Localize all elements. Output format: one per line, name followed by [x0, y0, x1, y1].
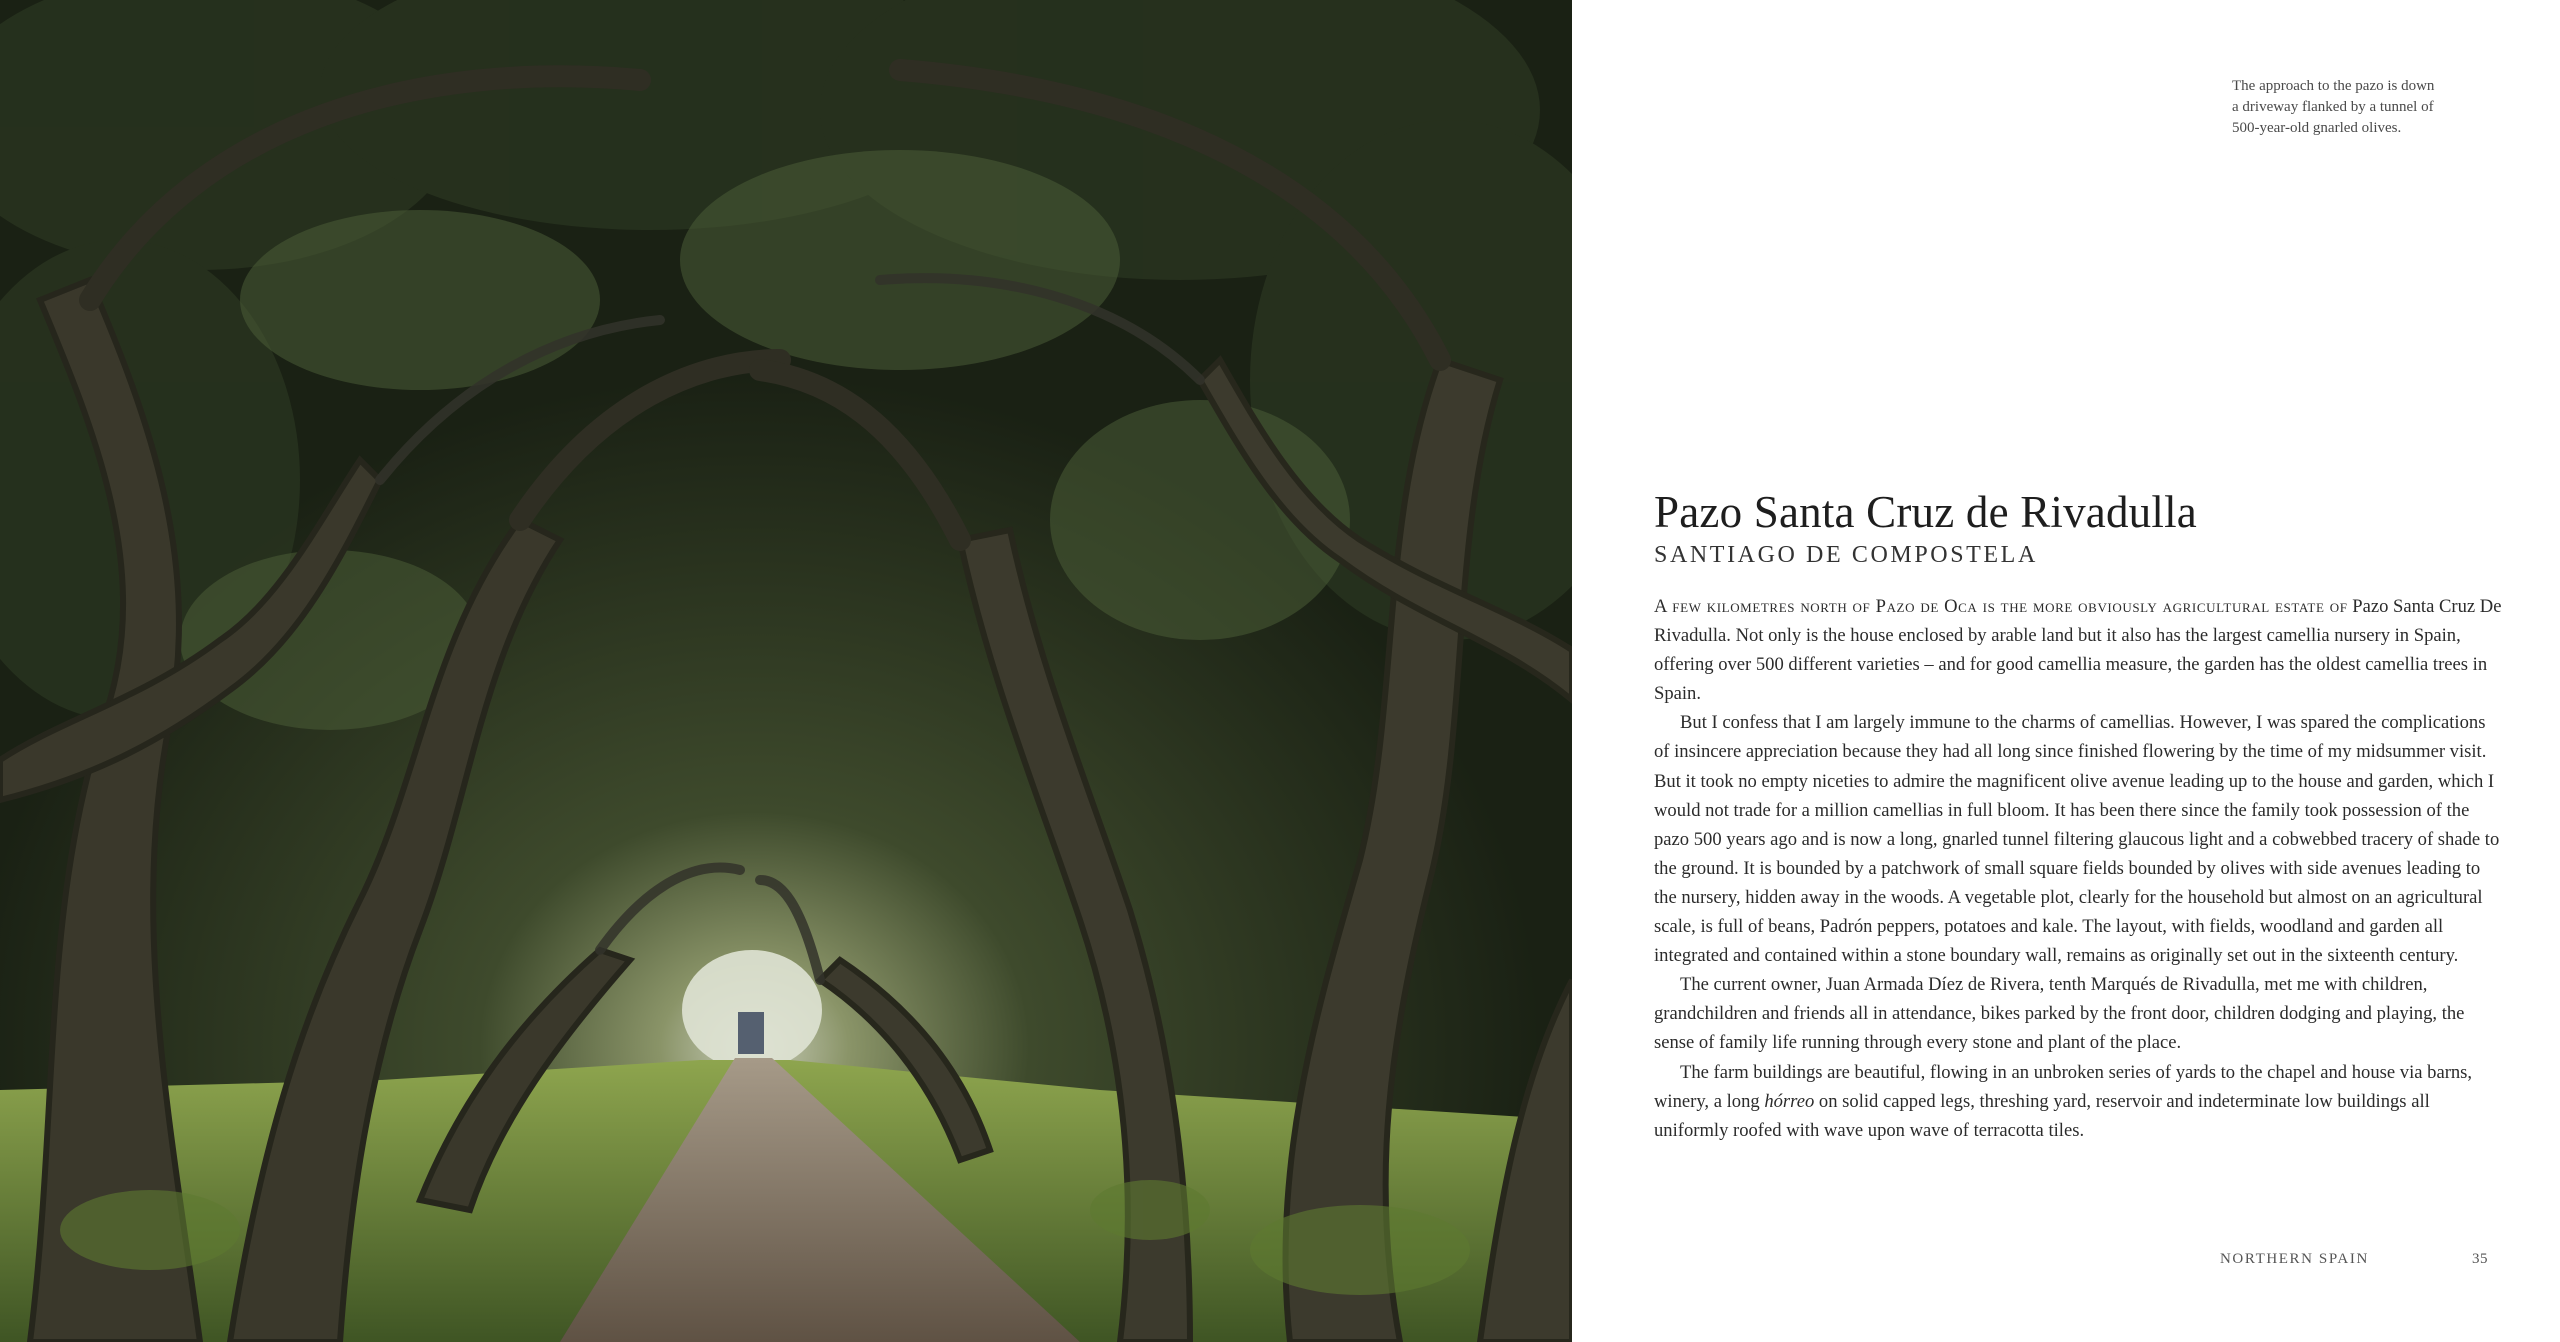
paragraph-1: [1654, 592, 2502, 708]
heading-block: [1654, 486, 2514, 570]
paragraph-text: Pazo Santa Cruz De Rivadulla. Not only is the house enclosed by arable land but it also has the largest camellia nursery in Spain, offering over 500 different varieties – and for good camellia measure, the garden has the oldest camellia trees in Spain.: [1654, 596, 2502, 705]
caption-line: a driveway flanked by a tunnel of: [2232, 99, 2434, 115]
text-page: [1572, 0, 2560, 1342]
italic-term: hórreo: [1764, 1090, 1815, 1112]
article-body: [1654, 592, 2502, 1145]
page-number: 35: [2472, 1251, 2488, 1267]
article-subtitle: SANTIAGO DE COMPOSTELA: [1654, 542, 2038, 568]
paragraph-lead-in: A few kilometres north of Pazo de Oca is the more obviously agricultural estate of: [1654, 596, 2348, 617]
paragraph-text: The farm buildings are beautiful, flowing in an unbroken series of yards to the chapel and house via barns, winery, a long: [1654, 1061, 2473, 1112]
paragraph-4: [1654, 1058, 2502, 1145]
caption-line: The approach to the pazo is down: [2232, 78, 2435, 94]
article-title: Pazo Santa Cruz de Rivadulla: [1654, 487, 2197, 537]
caption-line: 500-year-old gnarled olives.: [2232, 120, 2402, 136]
running-footer-section: NORTHERN SPAIN: [2220, 1251, 2369, 1267]
photo-caption: [2232, 76, 2502, 139]
paragraph-2: But I confess that I am largely immune to the charms of camellias. However, I was spared the complications of insincere appreciation because they had all long since finished flowering by the time of my midsummer visit. But it took no empty niceties to admire the magnificent olive avenue leading up to the house and garden, which I would not trade for a million camellias in full bloom. It has been there since the family took possession of the pazo 500 years ago and is now a long, gnarled tunnel filtering glaucous light and a cobwebbed tracery of shade to the ground. It is bounded by a patchwork of small square fields bounded by olives with side avenues leading to the nursery, hidden away in the woods. A vegetable plot, clearly for the household but almost on an agricultural scale, is full of beans, Padrón peppers, potatoes and kale. The layout, with fields, woodland and garden all integrated and contained within a stone boundary wall, remains as originally set out in the sixteenth century.: [1654, 712, 2500, 967]
paragraph-text: on solid capped legs, threshing yard, reservoir and indeterminate low buildings all uniformly roofed with wave upon wave of terracotta tiles.: [1654, 1090, 2430, 1141]
paragraph-3: The current owner, Juan Armada Díez de Rivera, tenth Marqués de Rivadulla, met me with children, grandchildren and friends all in attendance, bikes parked by the front door, children dodging and playing, the sense of family life running through every stone and plant of the place.: [1654, 974, 2465, 1054]
